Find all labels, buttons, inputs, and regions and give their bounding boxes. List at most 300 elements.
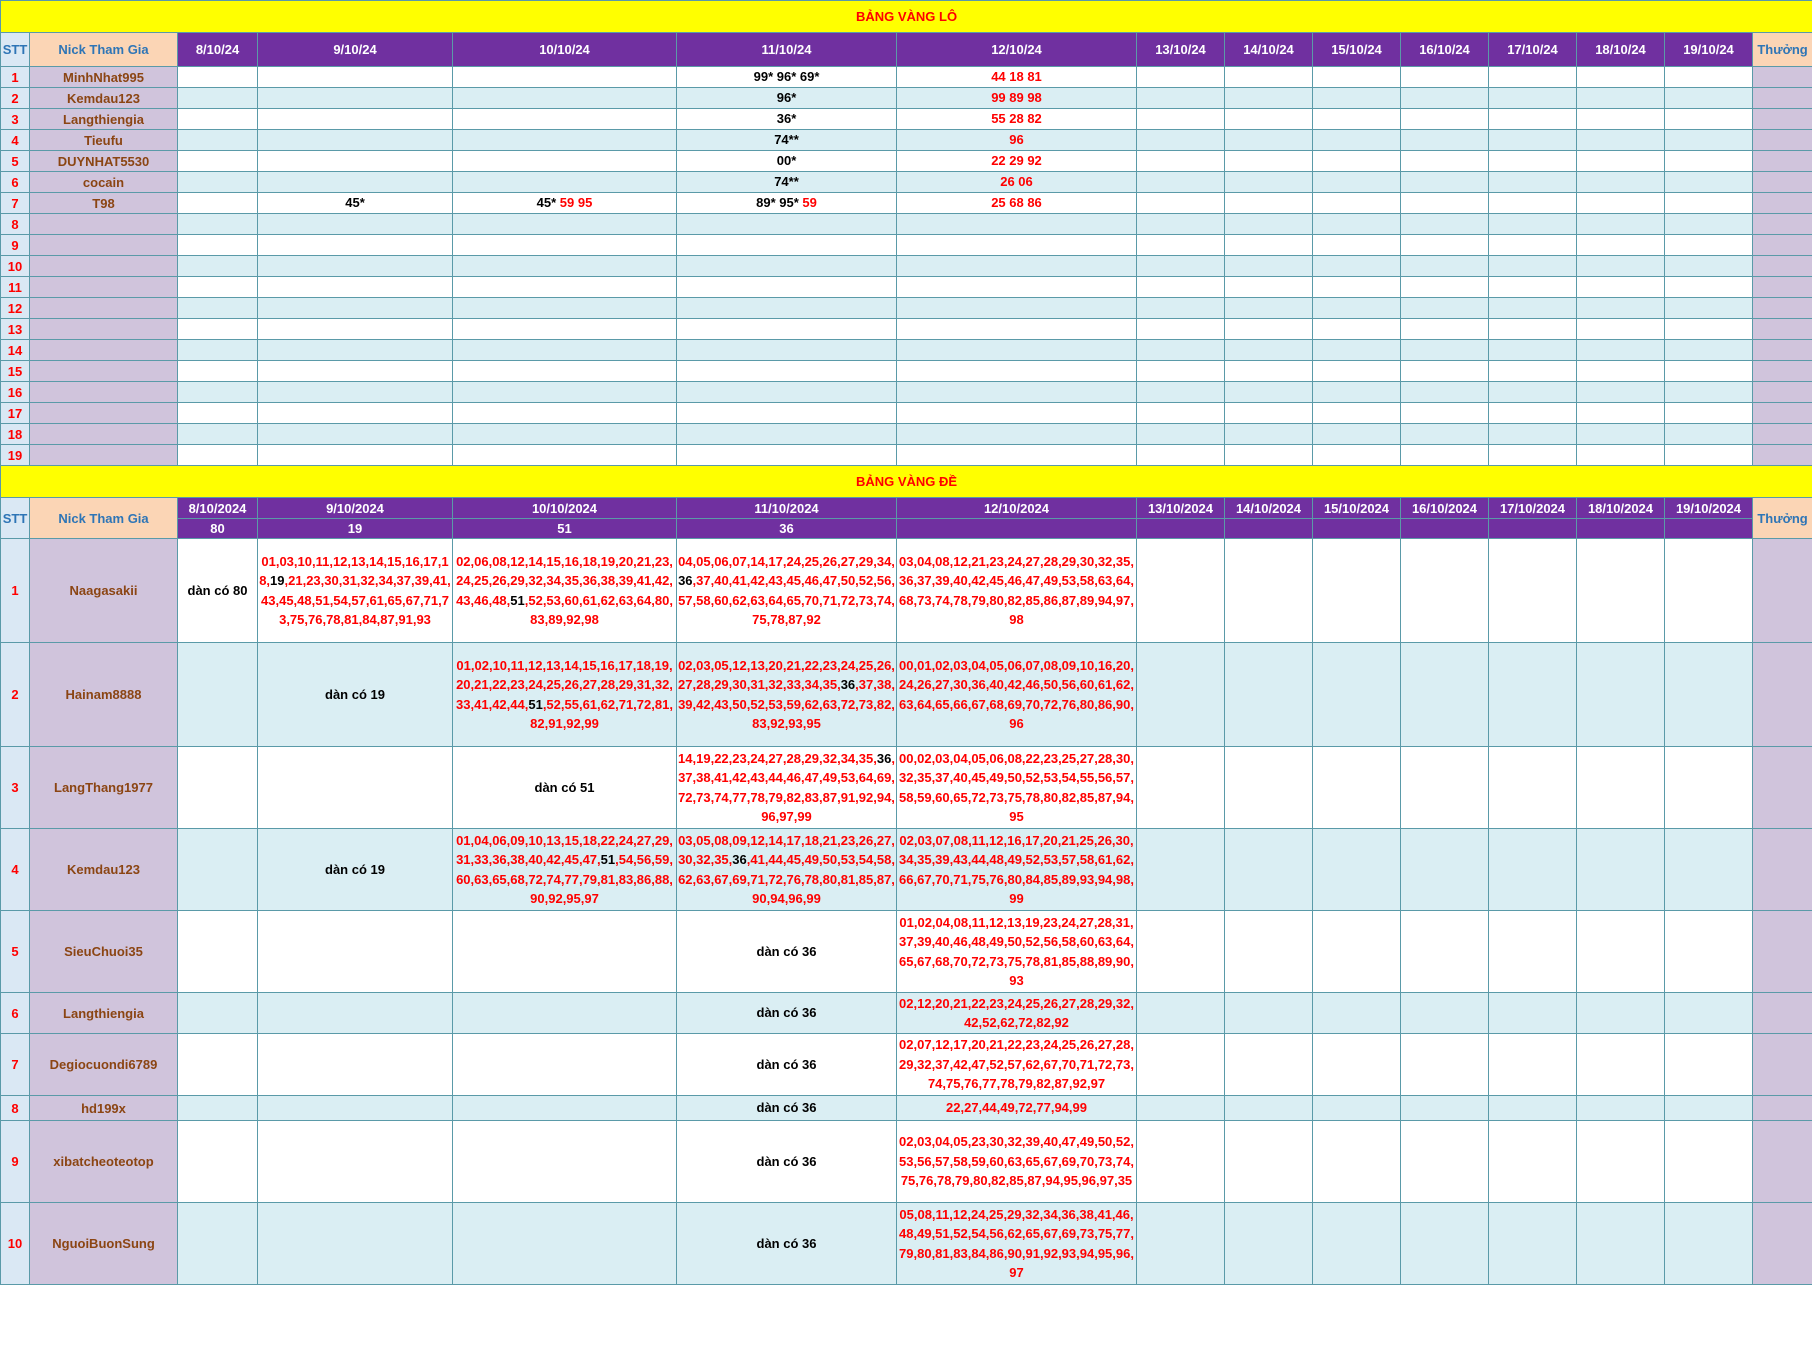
lo-cell[interactable] (1489, 214, 1577, 235)
lo-cell[interactable] (1137, 424, 1225, 445)
lo-cell[interactable] (178, 445, 258, 466)
lo-cell[interactable] (1577, 445, 1665, 466)
lo-cell[interactable] (1313, 319, 1401, 340)
lo-cell[interactable] (1489, 256, 1577, 277)
lo-cell[interactable] (1401, 172, 1489, 193)
lo-cell[interactable] (1137, 319, 1225, 340)
row-thuong[interactable] (1753, 1121, 1812, 1203)
de-cell[interactable]: dàn có 19 (258, 829, 453, 911)
lo-cell[interactable] (1313, 424, 1401, 445)
lo-cell[interactable] (178, 214, 258, 235)
de-cell[interactable] (1401, 1203, 1489, 1285)
de-cell[interactable] (677, 539, 897, 643)
lo-cell[interactable] (1225, 130, 1313, 151)
de-cell[interactable]: dàn có 19 (258, 643, 453, 747)
de-cell[interactable] (1225, 1121, 1313, 1203)
row-thuong[interactable] (1753, 193, 1812, 214)
de-header-date[interactable]: 15/10/2024 (1313, 498, 1401, 519)
lo-cell[interactable] (258, 172, 453, 193)
row-thuong[interactable] (1753, 88, 1812, 109)
de-cell[interactable] (1577, 539, 1665, 643)
lo-cell[interactable] (1401, 298, 1489, 319)
lo-cell[interactable] (258, 361, 453, 382)
lo-cell[interactable] (1401, 67, 1489, 88)
lo-cell[interactable] (453, 130, 677, 151)
de-cell[interactable] (1489, 1203, 1577, 1285)
de-cell[interactable] (1137, 1096, 1225, 1121)
lo-cell[interactable] (897, 151, 1137, 172)
de-cell[interactable] (1577, 1203, 1665, 1285)
de-cell[interactable] (1489, 993, 1577, 1034)
de-header-date[interactable]: 10/10/2024 (453, 498, 677, 519)
de-cell[interactable] (1577, 993, 1665, 1034)
row-nick[interactable]: hd199x (30, 1096, 178, 1121)
row-nick[interactable] (30, 340, 178, 361)
lo-cell[interactable] (677, 445, 897, 466)
lo-cell[interactable] (677, 361, 897, 382)
lo-cell[interactable] (1313, 88, 1401, 109)
de-cell[interactable] (1225, 643, 1313, 747)
de-cell[interactable] (258, 747, 453, 829)
de-cell[interactable] (258, 1034, 453, 1096)
de-cell[interactable] (1489, 747, 1577, 829)
row-nick[interactable] (30, 424, 178, 445)
lo-cell[interactable] (897, 403, 1137, 424)
de-cell[interactable] (1313, 1096, 1401, 1121)
de-cell[interactable] (897, 1203, 1137, 1285)
de-cell[interactable] (178, 1034, 258, 1096)
lo-cell[interactable] (1313, 151, 1401, 172)
row-thuong[interactable] (1753, 643, 1812, 747)
lo-cell[interactable] (258, 214, 453, 235)
lo-cell[interactable] (677, 193, 897, 214)
de-cell[interactable]: dàn có 36 (677, 911, 897, 993)
de-cell[interactable] (897, 643, 1137, 747)
lo-cell[interactable] (1225, 67, 1313, 88)
de-cell[interactable] (1665, 1034, 1753, 1096)
lo-cell[interactable] (178, 319, 258, 340)
lo-cell[interactable] (1489, 319, 1577, 340)
lo-cell[interactable] (1665, 340, 1753, 361)
lo-cell[interactable] (1401, 361, 1489, 382)
de-cell[interactable] (1313, 643, 1401, 747)
row-nick[interactable]: Langthiengia (30, 993, 178, 1034)
de-header-date[interactable]: 16/10/2024 (1401, 498, 1489, 519)
de-cell[interactable] (1489, 539, 1577, 643)
lo-cell[interactable] (1489, 277, 1577, 298)
de-cell[interactable] (178, 1121, 258, 1203)
lo-cell[interactable] (1577, 193, 1665, 214)
row-thuong[interactable] (1753, 1034, 1812, 1096)
de-cell[interactable] (1401, 643, 1489, 747)
lo-cell[interactable] (897, 382, 1137, 403)
de-cell[interactable] (1313, 993, 1401, 1034)
lo-cell[interactable] (1489, 130, 1577, 151)
lo-cell[interactable] (1665, 151, 1753, 172)
row-thuong[interactable] (1753, 993, 1812, 1034)
de-cell[interactable] (1665, 747, 1753, 829)
lo-cell[interactable] (1665, 109, 1753, 130)
lo-cell[interactable] (258, 277, 453, 298)
lo-cell[interactable] (1313, 130, 1401, 151)
row-thuong[interactable] (1753, 256, 1812, 277)
lo-cell[interactable] (453, 109, 677, 130)
lo-cell[interactable] (1401, 151, 1489, 172)
de-cell[interactable] (1665, 1203, 1753, 1285)
lo-cell[interactable] (1665, 214, 1753, 235)
lo-cell[interactable] (1489, 382, 1577, 403)
lo-cell[interactable] (897, 340, 1137, 361)
lo-cell[interactable] (1577, 382, 1665, 403)
lo-cell[interactable] (1225, 403, 1313, 424)
de-header-date[interactable]: 8/10/2024 (178, 498, 258, 519)
lo-cell[interactable] (677, 88, 897, 109)
lo-cell[interactable] (897, 235, 1137, 256)
lo-cell[interactable] (1137, 361, 1225, 382)
row-nick[interactable] (30, 403, 178, 424)
lo-cell[interactable] (1313, 109, 1401, 130)
lo-cell[interactable] (1665, 361, 1753, 382)
lo-cell[interactable] (897, 298, 1137, 319)
de-header-date[interactable]: 13/10/2024 (1137, 498, 1225, 519)
row-nick[interactable]: T98 (30, 193, 178, 214)
lo-cell[interactable] (1577, 424, 1665, 445)
lo-cell[interactable] (1489, 235, 1577, 256)
de-cell[interactable] (258, 539, 453, 643)
row-nick[interactable] (30, 319, 178, 340)
lo-cell[interactable] (1665, 130, 1753, 151)
de-cell[interactable]: dàn có 80 (178, 539, 258, 643)
lo-cell[interactable] (258, 382, 453, 403)
lo-cell[interactable] (258, 88, 453, 109)
lo-cell[interactable] (178, 298, 258, 319)
lo-cell[interactable] (677, 151, 897, 172)
de-cell[interactable] (1225, 747, 1313, 829)
de-cell[interactable] (1665, 539, 1753, 643)
lo-cell[interactable] (1225, 256, 1313, 277)
lo-cell[interactable] (897, 130, 1137, 151)
lo-cell[interactable] (1665, 67, 1753, 88)
lo-cell[interactable] (1401, 88, 1489, 109)
lo-cell[interactable] (1489, 361, 1577, 382)
row-nick[interactable] (30, 361, 178, 382)
lo-cell[interactable] (897, 67, 1137, 88)
lo-cell[interactable] (453, 298, 677, 319)
de-cell[interactable] (1401, 747, 1489, 829)
lo-header-date[interactable]: 12/10/24 (897, 33, 1137, 67)
lo-cell[interactable] (1225, 151, 1313, 172)
lo-header-date[interactable]: 19/10/24 (1665, 33, 1753, 67)
de-cell[interactable] (677, 829, 897, 911)
de-cell[interactable] (1137, 539, 1225, 643)
row-nick[interactable]: xibatcheoteotop (30, 1121, 178, 1203)
lo-cell[interactable] (258, 340, 453, 361)
lo-cell[interactable] (897, 424, 1137, 445)
lo-cell[interactable] (453, 424, 677, 445)
lo-cell[interactable] (1225, 298, 1313, 319)
lo-cell[interactable] (1313, 277, 1401, 298)
lo-cell[interactable] (178, 172, 258, 193)
lo-cell[interactable] (1577, 403, 1665, 424)
de-cell[interactable] (453, 643, 677, 747)
de-cell[interactable] (897, 829, 1137, 911)
lo-cell[interactable] (1225, 277, 1313, 298)
lo-cell[interactable] (178, 193, 258, 214)
lo-cell[interactable] (258, 445, 453, 466)
lo-cell[interactable] (1489, 445, 1577, 466)
lo-cell[interactable] (178, 109, 258, 130)
lo-cell[interactable] (178, 382, 258, 403)
de-cell[interactable] (258, 1121, 453, 1203)
lo-cell[interactable] (1577, 298, 1665, 319)
lo-cell[interactable] (1577, 88, 1665, 109)
de-cell[interactable] (1665, 993, 1753, 1034)
lo-cell[interactable] (677, 109, 897, 130)
lo-cell[interactable] (677, 235, 897, 256)
lo-cell[interactable] (1225, 88, 1313, 109)
lo-cell[interactable] (1665, 445, 1753, 466)
lo-header-stt[interactable]: STT (1, 33, 30, 67)
lo-cell[interactable] (1665, 298, 1753, 319)
lo-cell[interactable] (1401, 424, 1489, 445)
de-cell[interactable] (1489, 911, 1577, 993)
lo-cell[interactable] (1489, 193, 1577, 214)
row-thuong[interactable] (1753, 361, 1812, 382)
lo-header-date[interactable]: 18/10/24 (1577, 33, 1665, 67)
lo-cell[interactable] (1665, 256, 1753, 277)
de-cell[interactable] (1137, 747, 1225, 829)
de-cell[interactable] (1489, 829, 1577, 911)
lo-cell[interactable] (1665, 88, 1753, 109)
lo-cell[interactable] (1225, 193, 1313, 214)
de-cell[interactable] (1665, 829, 1753, 911)
lo-cell[interactable] (1401, 340, 1489, 361)
lo-cell[interactable] (258, 151, 453, 172)
lo-cell[interactable] (1577, 172, 1665, 193)
row-nick[interactable]: Hainam8888 (30, 643, 178, 747)
lo-cell[interactable] (178, 340, 258, 361)
de-cell[interactable]: dàn có 36 (677, 1096, 897, 1121)
row-nick[interactable] (30, 298, 178, 319)
de-cell[interactable] (258, 993, 453, 1034)
lo-cell[interactable] (1401, 214, 1489, 235)
row-thuong[interactable] (1753, 151, 1812, 172)
row-thuong[interactable] (1753, 130, 1812, 151)
lo-cell[interactable] (1577, 277, 1665, 298)
de-cell[interactable] (1401, 829, 1489, 911)
de-cell[interactable] (1489, 1121, 1577, 1203)
row-nick[interactable]: Langthiengia (30, 109, 178, 130)
lo-cell[interactable] (1137, 235, 1225, 256)
lo-cell[interactable] (453, 193, 677, 214)
de-cell[interactable] (1401, 539, 1489, 643)
lo-cell[interactable] (453, 277, 677, 298)
de-cell[interactable] (1665, 1121, 1753, 1203)
row-thuong[interactable] (1753, 109, 1812, 130)
row-thuong[interactable] (1753, 747, 1812, 829)
lo-cell[interactable] (1577, 151, 1665, 172)
de-cell[interactable] (1137, 993, 1225, 1034)
de-cell[interactable] (1665, 643, 1753, 747)
row-nick[interactable] (30, 445, 178, 466)
de-header-date[interactable]: 18/10/2024 (1577, 498, 1665, 519)
lo-cell[interactable] (677, 172, 897, 193)
lo-cell[interactable] (1137, 340, 1225, 361)
lo-cell[interactable] (258, 235, 453, 256)
de-cell[interactable] (897, 1121, 1137, 1203)
de-header-date[interactable]: 11/10/2024 (677, 498, 897, 519)
lo-cell[interactable] (1401, 130, 1489, 151)
lo-cell[interactable] (897, 193, 1137, 214)
de-cell[interactable] (178, 747, 258, 829)
lo-cell[interactable] (258, 109, 453, 130)
lo-cell[interactable] (1489, 151, 1577, 172)
lo-cell[interactable] (1665, 193, 1753, 214)
lo-cell[interactable] (677, 130, 897, 151)
lo-cell[interactable] (677, 298, 897, 319)
lo-cell[interactable] (1225, 424, 1313, 445)
lo-cell[interactable] (1225, 235, 1313, 256)
de-cell[interactable] (453, 829, 677, 911)
lo-cell[interactable] (178, 361, 258, 382)
lo-header-date[interactable]: 10/10/24 (453, 33, 677, 67)
de-cell[interactable] (453, 911, 677, 993)
lo-cell[interactable] (1313, 382, 1401, 403)
lo-cell[interactable] (1225, 109, 1313, 130)
de-cell[interactable] (453, 1121, 677, 1203)
lo-cell[interactable] (1313, 235, 1401, 256)
de-cell[interactable] (258, 1096, 453, 1121)
lo-cell[interactable] (897, 88, 1137, 109)
lo-cell[interactable] (1225, 382, 1313, 403)
de-cell[interactable] (1665, 911, 1753, 993)
lo-header-date[interactable]: 9/10/24 (258, 33, 453, 67)
lo-cell[interactable] (897, 277, 1137, 298)
de-cell[interactable]: dàn có 36 (677, 1121, 897, 1203)
de-cell[interactable] (1577, 1034, 1665, 1096)
lo-cell[interactable] (258, 403, 453, 424)
row-thuong[interactable] (1753, 277, 1812, 298)
de-cell[interactable] (1225, 993, 1313, 1034)
lo-cell[interactable] (1665, 424, 1753, 445)
lo-cell[interactable] (1489, 403, 1577, 424)
lo-cell[interactable] (1665, 235, 1753, 256)
lo-cell[interactable] (1577, 109, 1665, 130)
row-nick[interactable]: Degiocuondi6789 (30, 1034, 178, 1096)
de-cell[interactable] (1225, 829, 1313, 911)
lo-cell[interactable] (1225, 445, 1313, 466)
de-cell[interactable] (1665, 1096, 1753, 1121)
lo-cell[interactable] (1225, 214, 1313, 235)
lo-cell[interactable] (1665, 382, 1753, 403)
lo-cell[interactable] (1401, 445, 1489, 466)
row-thuong[interactable] (1753, 340, 1812, 361)
lo-cell[interactable] (178, 403, 258, 424)
lo-cell[interactable] (1577, 214, 1665, 235)
de-cell[interactable] (897, 747, 1137, 829)
de-cell[interactable] (1313, 1034, 1401, 1096)
de-cell[interactable] (453, 1203, 677, 1285)
lo-cell[interactable] (178, 151, 258, 172)
lo-cell[interactable] (1313, 172, 1401, 193)
lo-header-date[interactable]: 14/10/24 (1225, 33, 1313, 67)
de-header-nick[interactable]: Nick Tham Gia (30, 498, 178, 539)
de-cell[interactable] (1225, 1203, 1313, 1285)
de-cell[interactable] (1313, 1203, 1401, 1285)
lo-cell[interactable] (258, 67, 453, 88)
lo-cell[interactable] (1489, 172, 1577, 193)
lo-cell[interactable] (1665, 319, 1753, 340)
lo-cell[interactable] (178, 235, 258, 256)
lo-header-thuong[interactable]: Thưởng (1753, 33, 1812, 67)
lo-cell[interactable] (1137, 130, 1225, 151)
row-thuong[interactable] (1753, 829, 1812, 911)
de-cell[interactable] (897, 1096, 1137, 1121)
lo-cell[interactable] (453, 361, 677, 382)
lo-cell[interactable] (453, 340, 677, 361)
lo-cell[interactable] (1665, 277, 1753, 298)
lo-cell[interactable] (1665, 172, 1753, 193)
lo-cell[interactable] (1577, 235, 1665, 256)
lo-cell[interactable] (258, 424, 453, 445)
row-thuong[interactable] (1753, 382, 1812, 403)
lo-cell[interactable] (178, 277, 258, 298)
de-cell[interactable] (1489, 1096, 1577, 1121)
lo-cell[interactable] (258, 298, 453, 319)
lo-header-nick[interactable]: Nick Tham Gia (30, 33, 178, 67)
lo-cell[interactable] (453, 445, 677, 466)
lo-cell[interactable] (1137, 67, 1225, 88)
row-nick[interactable] (30, 235, 178, 256)
row-nick[interactable] (30, 256, 178, 277)
de-header-date[interactable]: 12/10/2024 (897, 498, 1137, 519)
de-cell[interactable] (1313, 539, 1401, 643)
row-thuong[interactable] (1753, 298, 1812, 319)
lo-cell[interactable] (453, 235, 677, 256)
lo-cell[interactable] (1137, 109, 1225, 130)
row-thuong[interactable] (1753, 1096, 1812, 1121)
lo-cell[interactable] (677, 403, 897, 424)
row-nick[interactable]: NguoiBuonSung (30, 1203, 178, 1285)
lo-cell[interactable] (453, 319, 677, 340)
lo-cell[interactable] (1137, 193, 1225, 214)
de-cell[interactable] (1577, 829, 1665, 911)
de-cell[interactable] (1225, 911, 1313, 993)
de-cell[interactable] (1577, 1121, 1665, 1203)
lo-cell[interactable] (897, 172, 1137, 193)
de-cell[interactable] (453, 539, 677, 643)
lo-cell[interactable] (1137, 88, 1225, 109)
lo-cell[interactable] (1313, 445, 1401, 466)
lo-cell[interactable] (1489, 67, 1577, 88)
de-cell[interactable]: dàn có 51 (453, 747, 677, 829)
row-nick[interactable]: Naagasakii (30, 539, 178, 643)
lo-cell[interactable] (1225, 319, 1313, 340)
de-cell[interactable] (1577, 643, 1665, 747)
de-cell[interactable] (1313, 829, 1401, 911)
de-cell[interactable] (1137, 911, 1225, 993)
lo-cell[interactable] (1137, 403, 1225, 424)
lo-cell[interactable] (1137, 298, 1225, 319)
de-cell[interactable] (1137, 1034, 1225, 1096)
de-header-date[interactable]: 17/10/2024 (1489, 498, 1577, 519)
lo-cell[interactable] (1137, 151, 1225, 172)
de-cell[interactable] (1577, 1096, 1665, 1121)
lo-cell[interactable] (1577, 256, 1665, 277)
lo-cell[interactable] (178, 67, 258, 88)
de-cell[interactable] (178, 993, 258, 1034)
lo-cell[interactable] (1401, 277, 1489, 298)
